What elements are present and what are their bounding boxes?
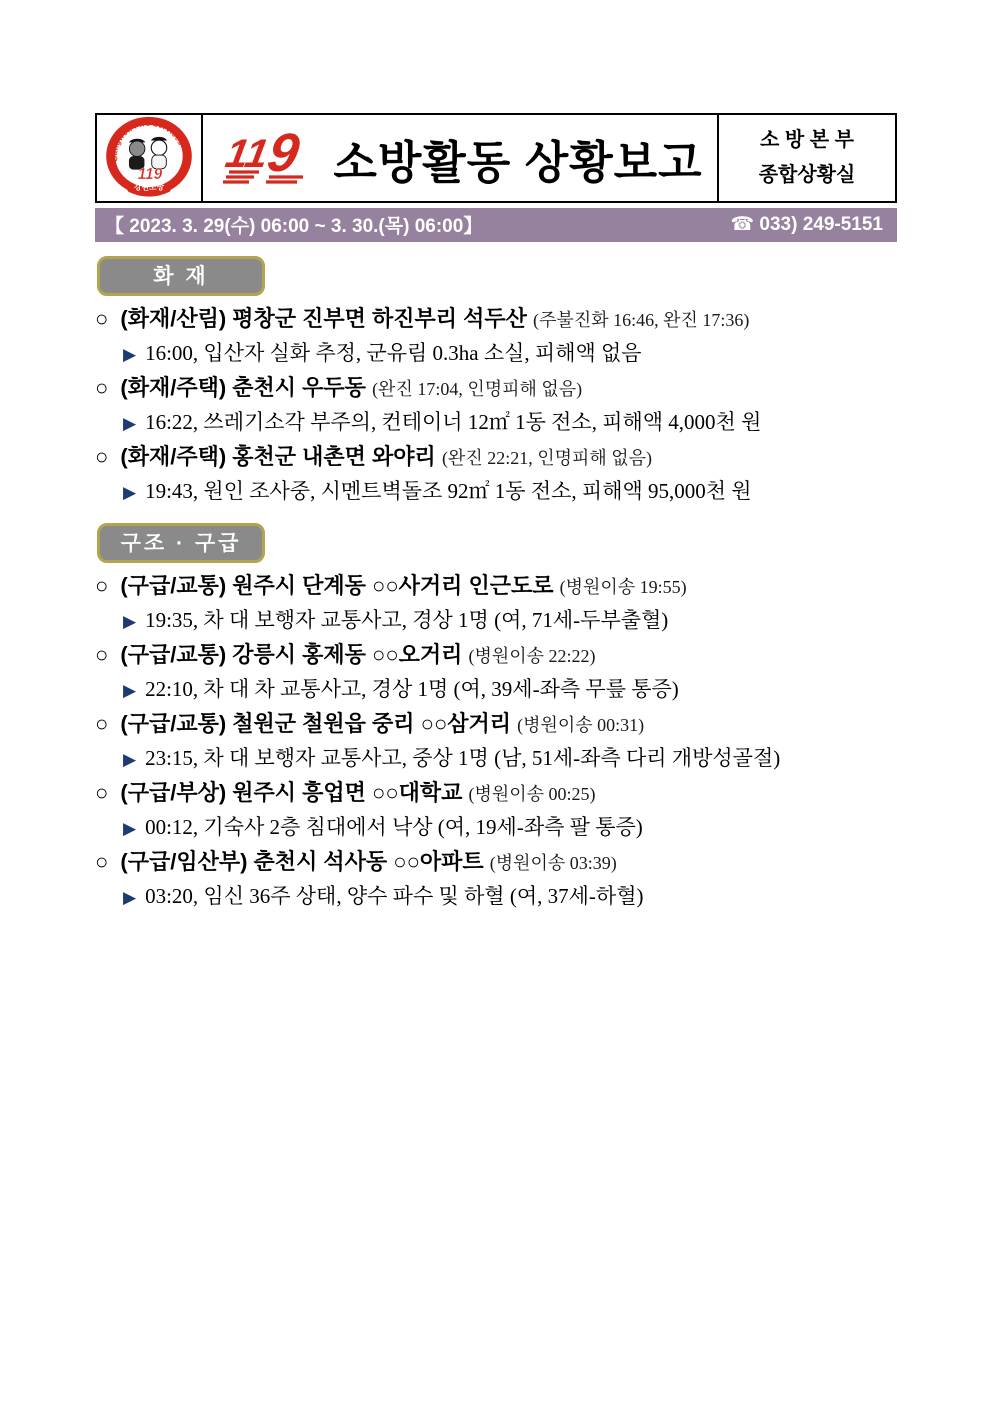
circle-bullet: ○ [95, 711, 109, 736]
section [95, 252, 992, 509]
report-body [95, 252, 992, 914]
incident-detail-text: 03:20, 임신 36주 상태, 양수 파수 및 하혈 (여, 37세-하혈) [145, 884, 644, 908]
section-badge: 화 재 [97, 256, 265, 296]
incident-detail-line [95, 337, 992, 371]
svg-text:119: 119 [137, 165, 163, 183]
incident-detail-line [95, 406, 992, 440]
incident-detail-line [95, 475, 992, 509]
triangle-bullet-icon: ▶ [123, 612, 137, 631]
incident-headline [95, 638, 992, 673]
incident-detail-line [95, 880, 992, 914]
triangle-bullet-icon: ▶ [123, 888, 137, 907]
section-badge: 구조 · 구급 [97, 523, 265, 563]
office-line2: 종합상황실 [758, 164, 856, 186]
incident-detail-text: 16:00, 입산자 실화 추정, 군유림 0.3ha 소실, 피해액 없음 [145, 341, 642, 365]
incident-title: (구급/교통) 강릉시 홍제동 ○○오거리 [120, 642, 463, 667]
incident-title: (구급/교통) 철원군 철원읍 중리 ○○삼거리 [120, 711, 511, 736]
incident-time-note: (완진 22:21, 인명피해 없음) [441, 448, 653, 468]
office-cell [717, 115, 895, 201]
svg-text:9: 9 [263, 126, 305, 183]
phone-number: ☎ 033) 249-5151 [730, 214, 883, 235]
circle-bullet: ○ [95, 306, 109, 331]
svg-text:강원소방: 강원소방 [134, 182, 164, 192]
incident-detail-text: 00:12, 기숙사 2층 침대에서 낙상 (여, 19세-좌측 팔 통증) [145, 815, 643, 839]
report-header [95, 113, 897, 203]
incident-title: (구급/교통) 원주시 단계동 ○○사거리 인근도로 [120, 573, 554, 598]
triangle-bullet-icon: ▶ [123, 750, 137, 769]
report-period: 【 2023. 3. 29(수) 06:00 ~ 3. 30.(목) 06:00】 [105, 216, 483, 237]
office-line1: 소 방 본 부 [760, 129, 854, 151]
incident-time-note: (완진 17:04, 인명피해 없음) [372, 379, 583, 399]
incident-title: (구급/부상) 원주시 흥업면 ○○대학교 [120, 780, 463, 805]
svg-text:Gangwon Fire Services: Gangwon Fire Services [109, 118, 186, 162]
triangle-bullet-icon: ▶ [123, 345, 137, 364]
incident-detail-text: 22:10, 차 대 차 교통사고, 경상 1명 (여, 39세-좌측 무릎 통증) [145, 677, 679, 701]
gangwon-fire-services-badge-icon [103, 115, 195, 202]
incident-time-note: (병원이송 03:39) [489, 853, 617, 873]
incident-headline [95, 845, 992, 880]
incident-time-note: (주불진화 16:46, 완진 17:36) [533, 310, 750, 330]
svg-text:11: 11 [222, 130, 273, 176]
info-bar [95, 208, 897, 242]
incident-time-note: (병원이송 19:55) [559, 577, 687, 597]
incident-headline [95, 440, 992, 475]
incident-headline [95, 371, 992, 406]
incident-detail-text: 23:15, 차 대 보행자 교통사고, 중상 1명 (남, 51세-좌측 다리 개방성골절) [145, 746, 781, 770]
incident-title: (화재/주택) 춘천시 우두동 [120, 375, 366, 400]
section-entries [95, 569, 992, 914]
incident-title: (화재/산림) 평창군 진부면 하진부리 석두산 [120, 306, 527, 331]
incident-time-note: (병원이송 00:31) [517, 715, 645, 735]
circle-bullet: ○ [95, 573, 109, 598]
circle-bullet: ○ [95, 780, 109, 805]
circle-bullet: ○ [95, 375, 109, 400]
triangle-bullet-icon: ▶ [123, 819, 137, 838]
incident-title: (구급/임산부) 춘천시 석사동 ○○아파트 [120, 849, 484, 874]
incident-detail-text: 16:22, 쓰레기소각 부주의, 컨테이너 12㎡ 1동 전소, 피해액 4,000천 원 [145, 410, 762, 434]
incident-detail-text: 19:43, 원인 조사중, 시멘트벽돌조 92㎡ 1동 전소, 피해액 95,000천 원 [145, 479, 752, 503]
section [95, 519, 992, 914]
triangle-bullet-icon: ▶ [123, 681, 137, 700]
incident-headline [95, 707, 992, 742]
section-entries [95, 302, 992, 509]
incident-headline [95, 302, 992, 337]
incident-headline [95, 776, 992, 811]
incident-time-note: (병원이송 00:25) [468, 784, 596, 804]
title-cell [203, 115, 717, 201]
incident-detail-line [95, 742, 992, 776]
incident-detail-text: 19:35, 차 대 보행자 교통사고, 경상 1명 (여, 71세-두부출혈) [145, 608, 669, 632]
119-brand-icon [217, 127, 321, 190]
incident-detail-line [95, 811, 992, 845]
incident-headline [95, 569, 992, 604]
circle-bullet: ○ [95, 849, 109, 874]
incident-time-note: (병원이송 22:22) [468, 646, 596, 666]
circle-bullet: ○ [95, 444, 109, 469]
incident-title: (화재/주택) 홍천군 내촌면 와야리 [120, 444, 436, 469]
triangle-bullet-icon: ▶ [123, 483, 137, 502]
logo-cell [97, 115, 203, 201]
incident-detail-line [95, 673, 992, 707]
triangle-bullet-icon: ▶ [123, 414, 137, 433]
page-title: 소방활동 상황보고 [333, 136, 703, 188]
incident-detail-line [95, 604, 992, 638]
circle-bullet: ○ [95, 642, 109, 667]
